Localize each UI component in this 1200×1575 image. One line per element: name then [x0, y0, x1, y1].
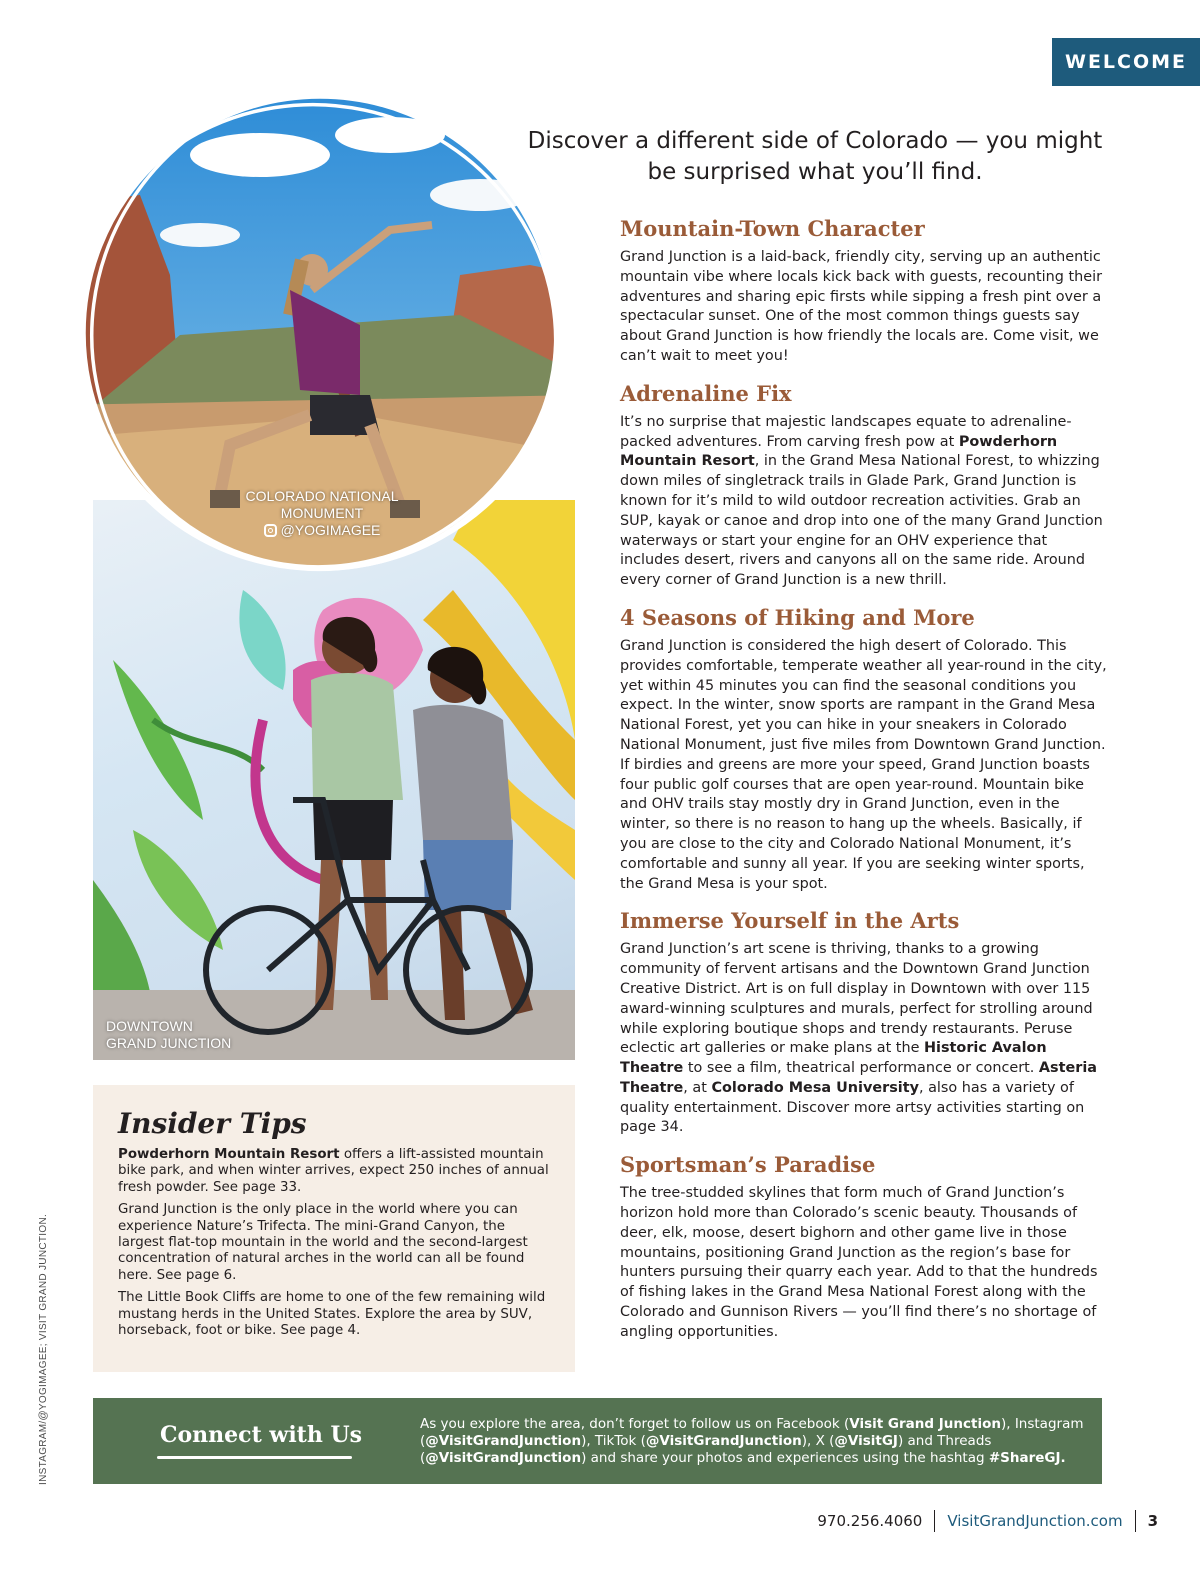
page-number: 3: [1147, 1512, 1158, 1530]
page-footer: [817, 1510, 1158, 1532]
section-heading: 4 Seasons of Hiking and More: [620, 604, 975, 630]
section-sportsmans-paradise: [620, 1150, 1110, 1342]
footer-phone[interactable]: 970.256.4060: [817, 1512, 923, 1530]
section-body: Grand Junction is considered the high desert of Colorado. This provides comfortable, temperate weather all year-round in the city, yet within 45 minutes you can find the seasonal conditions you expect. In the winter, snow sports are rampant in the Grand Mesa National Forest, yet you can hike in your sneakers in Colorado National Monument, just five miles from Downtown Grand Junction. If birdies and greens are more your speed, Grand Junction boasts four public golf courses that are open year-round. Mountain bike and OHV trails stay mostly dry in Grand Junction, even in the winter, so there is no reason to hang up the wheels. Basically, if you are close to the city and Colorado National Monument, it’s comfortable and sunny all year. If you are seeking winter sports, the Grand Mesa is your spot.: [620, 637, 1107, 892]
connect-text: As you explore the area, don’t forget to follow us on Facebook (Visit Grand Junction), Instagram (@VisitGrandJunction), TikTok (@VisitGrandJunction), X (@VisitGJ) and Threads (@VisitGrandJunction) and share your photos and experiences using the hashtag #ShareGJ.: [420, 1416, 1084, 1466]
connect-title: Connect with Us: [160, 1422, 363, 1448]
connect-underline: [157, 1456, 352, 1459]
section-body: The tree-studded skylines that form much of Grand Junction’s horizon hold more than Colorado’s scenic beauty. Thousands of deer, elk, moose, desert bighorn and other game live in those mountains, positioning Grand Junction as the region’s base for hunters pursuing their quarry each year. Add to that the hundreds of fishing lakes in the Grand Mesa National Forest along with the Colorado and Gunnison Rivers — you’ll find there’s no shortage of angling opportunities.: [620, 1185, 1098, 1340]
circle-yoga-photo: [60, 75, 580, 595]
section-heading: Immerse Yourself in the Arts: [620, 908, 960, 934]
section-body: It’s no surprise that majestic landscapes equate to adrenaline-packed adventures. From carving fresh pow at Powderhorn Mountain Resort, in the Grand Mesa National Forest, to whizzing down miles of singletrack trails in Glade Park, Grand Junction is known for it’s mild to wild outdoor recreation activities. Grab an SUP, kayak or canoe and drop into one of the many Grand Junction waterways or start your engine for an OHV experience that includes desert, rivers and canyons all on the same ride. Around every corner of Grand Junction is a new thrill.: [620, 413, 1103, 589]
section-body: Grand Junction is a laid-back, friendly city, serving up an authentic mountain vibe where locals kick back with guests, recounting their adventures and sharing epic firsts while sipping a fresh pint over a spectacular sunset. One of the most common things guests say about Grand Junction is how friendly the locals are. Come visit, we can’t wait to meet you!: [620, 249, 1103, 364]
section-tab-welcome: WELCOME: [1052, 38, 1200, 86]
section-arts: [620, 906, 1110, 1138]
insider-tip: The Little Book Cliffs are home to one of the few remaining wild mustang herds in the United States. Explore the area by SUV, horseback, foot or bike. See page 4.: [118, 1290, 546, 1339]
connect-banner: [93, 1398, 1102, 1484]
section-four-seasons: [620, 603, 1110, 894]
photo-credit: INSTAGRAM/@YOGIMAGEE; VISIT GRAND JUNCTION.: [38, 1213, 49, 1485]
insider-tip: Powderhorn Mountain Resort offers a lift-assisted mountain bike park, and when winter arrives, expect 250 inches of annual fresh powder. See page 33.: [118, 1147, 549, 1195]
section-adrenaline-fix: [620, 379, 1110, 591]
insider-tips-box: [93, 1085, 575, 1372]
section-mountain-town: [620, 214, 1110, 367]
section-heading: Adrenaline Fix: [620, 380, 792, 406]
circle-photo-caption: COLORADO NATIONAL MONUMENT @YOGIMAGEE: [245, 488, 399, 538]
insider-tip: Grand Junction is the only place in the world where you can experience Nature’s Trifecta. The mini-Grand Canyon, the largest flat-top mountain in the world and the second-largest concentration of natural arches in the world can all be found here. See page 6.: [118, 1202, 528, 1283]
instagram-icon: [264, 524, 277, 537]
insider-tips-title: Insider Tips: [118, 1107, 307, 1140]
intro-headline: Discover a different side of Colorado — you might be surprised what you’ll find.: [527, 128, 1103, 185]
mural-photo-caption: DOWNTOWN GRAND JUNCTION: [106, 1018, 232, 1051]
main-article-column: [620, 214, 1110, 1355]
footer-divider: [1135, 1510, 1136, 1532]
footer-divider: [934, 1510, 935, 1532]
footer-website-link[interactable]: VisitGrandJunction.com: [947, 1512, 1123, 1530]
section-body: Grand Junction’s art scene is thriving, thanks to a growing community of fervent artisans and the Downtown Grand Junction Creative District. Art is on full display in Downtown with over 115 award-winning sculptures and murals, perfect for strolling around while exploring boutique shops and trendy restaurants. Peruse eclectic art galleries or make plans at the Historic Avalon Theatre to see a film, theatrical performance or concert. Asteria Theatre, at Colorado Mesa University, also has a variety of quality entertainment. Discover more artsy activities starting on page 34.: [620, 941, 1098, 1136]
section-heading: Mountain-Town Character: [620, 216, 925, 241]
section-heading: Sportsman’s Paradise: [620, 1152, 876, 1178]
